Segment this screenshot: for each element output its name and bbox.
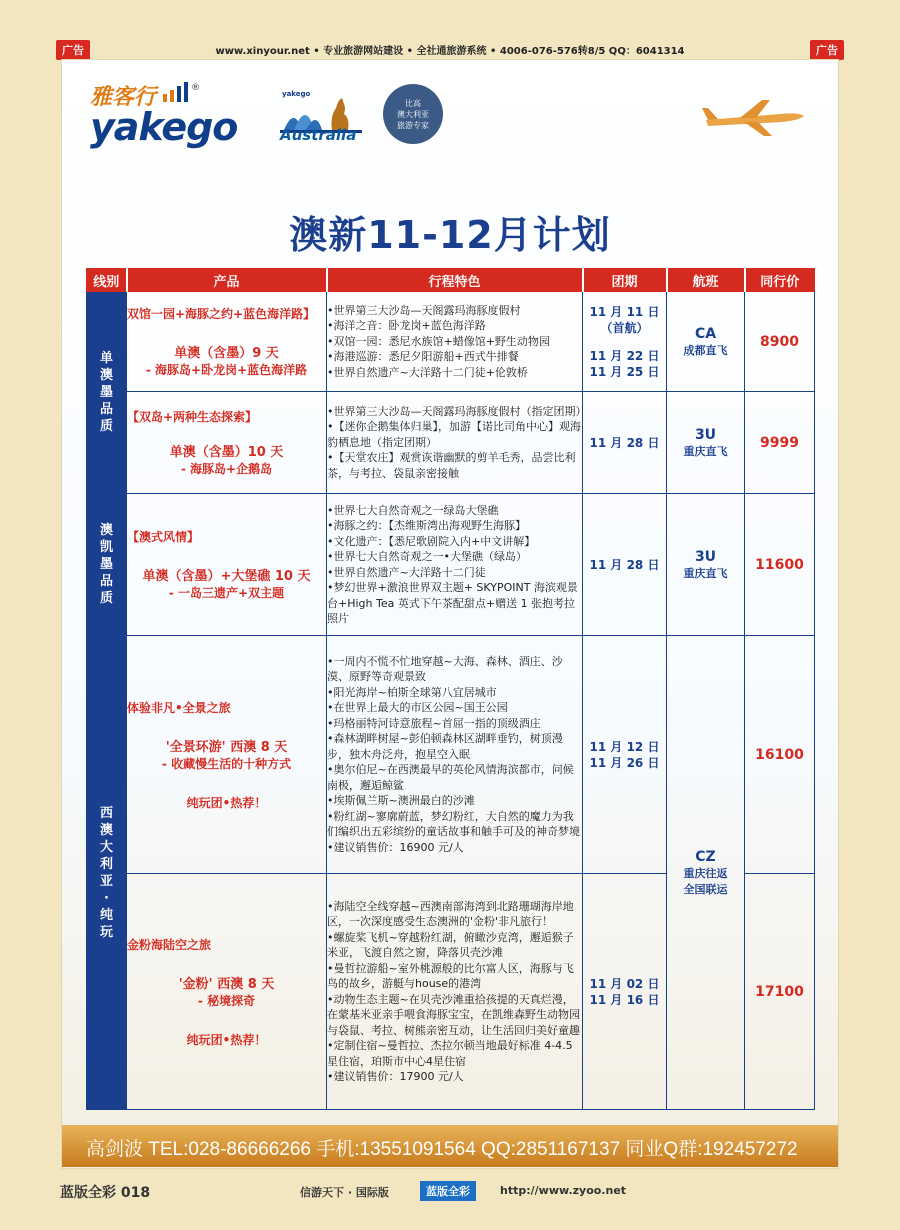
flight-code: 3U xyxy=(694,426,717,443)
feature-item: •世界自然遗产~大洋路十二门徒+伦敦桥 xyxy=(327,365,528,379)
date-item: 11 月 16 日 xyxy=(589,992,660,1007)
badge-line3: 旅游专家 xyxy=(397,120,429,130)
contact-bar xyxy=(62,1125,838,1167)
date-item: 11 月 12 日 xyxy=(589,739,660,754)
brand-logo xyxy=(90,80,237,149)
col-header-flight: 航班 xyxy=(667,269,745,292)
feature-item: •森林湖畔树屋~彭伯顿森林区湖畔垂钓，树顶漫步，独木舟泛舟，抱星空入眠 xyxy=(327,732,563,761)
price-cell: 11600 xyxy=(745,494,815,636)
feature-item: •粉红湖~寥廓蔚蓝，梦幻粉红，大自然的魔力为我们编织出五彩缤纷的童话故事和触手可及的神奇梦境 xyxy=(327,809,580,839)
dates-cell xyxy=(583,874,667,1110)
flight-desc: 重庆直飞 xyxy=(683,566,728,580)
product-sub: - 海豚岛+卧龙岗+蓝色海洋路 xyxy=(145,363,308,377)
svg-text:yakego: yakego xyxy=(282,90,311,98)
date-item: 11 月 22 日 xyxy=(589,348,660,363)
flight-code: CZ xyxy=(695,848,716,865)
australia-text: Australia xyxy=(280,126,357,144)
feature-item: •梦幻世界+激浪世界双主题+ SKYPOINT 海滨观景台+High Tea 英式下午茶配甜点+赠送 1 张抱考拉照片 xyxy=(327,581,578,625)
flight-desc: 重庆往返 xyxy=(683,866,728,880)
table-row xyxy=(87,392,815,494)
col-header-line: 线别 xyxy=(87,269,127,292)
product-main: 单澳（含墨）+大堡礁 10 天 xyxy=(142,569,311,584)
signal-bars-icon xyxy=(161,80,201,102)
flight-cell xyxy=(667,494,745,636)
badge-line2: 澳大利亚 xyxy=(397,109,429,119)
dates-cell xyxy=(583,392,667,494)
product-cell xyxy=(127,292,327,392)
flight-code: CA xyxy=(694,325,717,342)
feature-item: •阳光海岸~柏斯全球第八宜居城市 xyxy=(327,685,497,699)
table-row xyxy=(87,494,815,636)
features-cell xyxy=(327,494,583,636)
col-header-price: 同行价 xyxy=(745,269,815,292)
product-main: 单澳（含墨）9 天 xyxy=(174,346,279,361)
footer-url: http://www.zyoo.net xyxy=(500,1184,627,1197)
flight-cell-shared xyxy=(667,636,745,1110)
feature-item: •埃斯佩兰斯~澳洲最白的沙滩 xyxy=(327,794,475,808)
tour-table xyxy=(86,268,815,1110)
feature-item: •【天堂农庄】观赏诙谐幽默的剪羊毛秀，品尝比利茶，与考拉、袋鼠亲密接触 xyxy=(327,451,576,480)
product-cell xyxy=(127,636,327,874)
product-extra: 纯玩团•热荐！ xyxy=(186,795,267,810)
dates-cell xyxy=(583,292,667,392)
dates-cell xyxy=(583,636,667,874)
feature-item: •一周内不慌不忙地穿越~大海、森林、酒庄、沙漠、原野等奇观景致 xyxy=(327,654,563,684)
table-header-row xyxy=(87,269,815,292)
ad-tag-left: 广告 xyxy=(56,40,90,60)
line-label-3: 西澳大利亚·纯玩 xyxy=(87,636,127,1110)
feature-item: •建议销售价：16900 元/人 xyxy=(327,840,464,854)
page-title: 澳新11-12月计划 xyxy=(289,213,611,257)
feature-item: •海洋之音：卧龙岗+蓝色海洋路 xyxy=(327,319,486,333)
flight-cell xyxy=(667,292,745,392)
feature-item: •【迷你企鹅集体归巢】，加游【诺比司角中心】观海豹栖息地（指定团期） xyxy=(327,420,581,449)
product-main: '全景环游' 西澳 8 天 xyxy=(165,739,288,755)
product-sub: - 秘境探奇 xyxy=(197,993,256,1008)
product-cell xyxy=(127,874,327,1110)
flight-desc: 全国联运 xyxy=(683,882,728,896)
feature-item: •海陆空全线穿越~西澳南部海湾到北路珊瑚海岸地区，一次深度感受生态澳洲的'金粉'非凡旅行！ xyxy=(327,899,574,928)
product-sub: - 一岛三遗产+双主题 xyxy=(168,586,285,600)
feature-item: •世界七大自然奇观之一绿岛大堡礁 xyxy=(327,503,499,517)
product-main: '金粉' 西澳 8 天 xyxy=(178,976,275,992)
date-item: 11 月 28 日 xyxy=(589,557,660,572)
svg-text:®: ® xyxy=(191,83,201,93)
features-cell xyxy=(327,636,583,874)
product-extra: 纯玩团•热荐！ xyxy=(186,1032,267,1047)
feature-item: •玛格丽特河诗意旅程~首屈一指的顶级酒庄 xyxy=(327,716,541,730)
top-bar xyxy=(0,0,900,60)
feature-item: •螺旋桨飞机~穿越粉红湖，俯瞰沙克湾，邂逅猴子米亚，飞渡自然之窗，降落贝壳沙滩 xyxy=(327,930,574,959)
product-top: 【澳式风情】 xyxy=(127,530,200,544)
feature-item: •世界自然遗产~大洋路十二门徒 xyxy=(327,565,486,579)
flight-desc: 成都直飞 xyxy=(683,343,728,357)
product-cell xyxy=(127,392,327,494)
product-top: 金粉海陆空之旅 xyxy=(127,937,212,952)
australia-expert-badge xyxy=(383,84,443,144)
product-top: 双馆一园+海豚之约+蓝色海洋路】 xyxy=(127,307,316,321)
date-item: 11 月 25 日 xyxy=(589,364,660,379)
feature-item: •文化遗产：【悉尼歌剧院入内+中文讲解】 xyxy=(327,534,536,548)
feature-item: •曼哲拉游船~室外桃源般的比尔富人区，海豚与飞鸟的故乡，游艇与house的港湾 xyxy=(327,961,574,990)
date-item: 11 月 28 日 xyxy=(589,435,660,450)
line-label-1: 单澳墨品质 xyxy=(87,292,127,494)
product-top: 体验非凡•全景之旅 xyxy=(127,700,231,715)
price-cell: 17100 xyxy=(745,874,815,1110)
date-item: 11 月 11 日 xyxy=(589,304,660,319)
features-cell xyxy=(327,392,587,494)
col-header-dates: 团期 xyxy=(583,269,667,292)
product-cell xyxy=(127,494,327,636)
product-main: 单澳（含墨）10 天 xyxy=(169,445,284,460)
col-header-features: 行程特色 xyxy=(327,269,583,292)
date-item: 11 月 02 日 xyxy=(589,976,660,991)
top-url-line: www.xinyour.net • 专业旅游网站建设 • 全社通旅游系统 • 4006-076-576转8/5 QQ：6041314 xyxy=(215,46,685,57)
brand-name-en: yakego xyxy=(90,105,238,149)
price-cell: 16100 xyxy=(745,636,815,874)
product-sub: - 收藏慢生活的十种方式 xyxy=(161,756,292,771)
feature-item: •世界第三大沙岛—天阁露玛海豚度假村（指定团期） xyxy=(327,404,587,418)
feature-item: •海豚之约：【杰维斯湾出海观野生海豚】 xyxy=(327,519,526,532)
product-top: 【双岛+两种生态探索】 xyxy=(127,410,258,424)
ad-tag-right: 广告 xyxy=(810,40,844,60)
date-item: 11 月 26 日 xyxy=(589,755,660,770)
footer-badge: 蓝版全彩 xyxy=(420,1181,476,1201)
feature-item: •动物生态主题~在贝壳沙滩重拾孩提的天真烂漫，在蒙基米亚亲手喂食海豚宝宝，在凯维森野生动物园与袋鼠、考拉、树熊亲密互动，让生活回归美好童趣 xyxy=(327,992,580,1037)
feature-item: •在世界上最大的市区公园~国王公园 xyxy=(327,701,508,715)
table-row xyxy=(87,636,815,874)
dates-cell xyxy=(583,494,667,636)
feature-item: •奥尔伯尼~在西澳最早的英伦风情海滨都市，问候南极，邂逅鲸鲨 xyxy=(327,763,574,792)
date-item: （首航） xyxy=(600,320,649,335)
feature-item: •双馆一园：悉尼水族馆+蜡像馆+野生动物园 xyxy=(327,334,550,348)
product-sub: - 海豚岛+企鹅岛 xyxy=(180,462,273,476)
feature-item: •世界第三大沙岛—天阁露玛海豚度假村 xyxy=(327,303,521,317)
line-label-2: 澳凯墨品质 xyxy=(87,494,127,636)
footer-page-label: 蓝版全彩 018 xyxy=(60,1185,151,1201)
col-header-product: 产品 xyxy=(127,269,327,292)
table-row xyxy=(87,292,815,392)
brand-name-cn: 雅客行 xyxy=(90,85,157,110)
feature-item: •海港巡游：悉尼夕阳游船+西式牛排餐 xyxy=(327,350,519,364)
feature-item: •世界七大自然奇观之一•大堡礁（绿岛） xyxy=(327,550,527,563)
features-cell xyxy=(327,874,583,1110)
contact-text: 高剑波 TEL:028-86666266 手机:13551091564 QQ:2851167137 同业Q群:192457272 xyxy=(86,1139,798,1160)
feature-item: •建议销售价：17900 元/人 xyxy=(327,1070,464,1083)
footer-slogan: 信游天下 · 国际版 xyxy=(300,1186,389,1199)
flight-desc: 重庆直飞 xyxy=(683,444,728,458)
airplane-icon xyxy=(700,98,810,138)
badge-line1: 比高 xyxy=(405,98,421,108)
flight-code: 3U xyxy=(694,548,717,565)
feature-item: •定制住宿~曼哲拉、杰拉尔顿当地最好标准 4-4.5星住宿，珀斯市中心4星住宿 xyxy=(327,1039,573,1068)
footer xyxy=(0,1170,900,1230)
features-cell xyxy=(327,292,583,392)
price-cell: 8900 xyxy=(745,292,815,392)
flight-cell xyxy=(667,392,745,494)
price-cell: 9999 xyxy=(745,392,815,494)
